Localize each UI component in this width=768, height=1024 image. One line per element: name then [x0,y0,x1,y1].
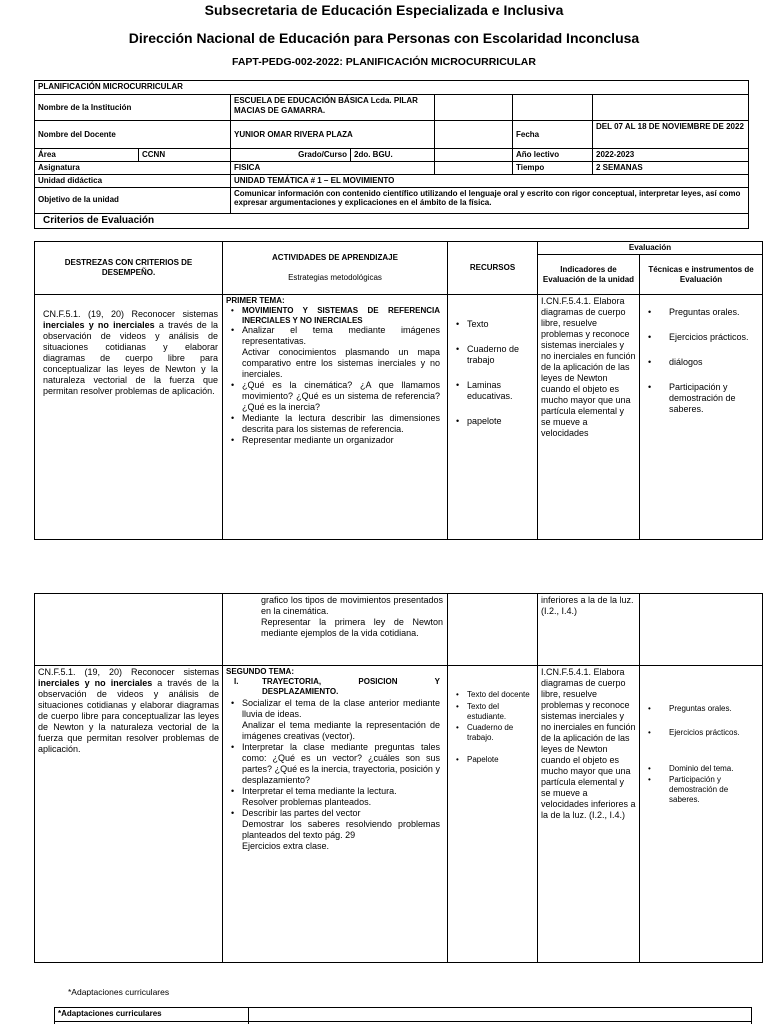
subject-value: FISICA [231,161,435,174]
tema1-activity: • Representar mediante un organizador [226,435,440,446]
technique-item: • Preguntas orales. [643,704,759,714]
footnote: *Adaptaciones curriculares [68,987,170,997]
indicator-cell-2: I.CN.F.5.4.1. Elabora diagramas de cuerpo libre, resuelve problemas y reconoce sistemas inerciales y no inerciales en función de la aplicación de las leyes de Newton cuando el objeto es mucho mayor que una partícula elemental y se mueve a velocidades inferiores a la de la luz. (I.2., I.4.) [538,666,640,963]
technique-item: • Participación y demostración de saberes. [643,775,759,804]
teacher-value: YUNIOR OMAR RIVERA PLAZA [231,121,435,149]
resource-item: • Laminas educativas. [451,380,534,402]
destreza-cell [35,295,223,540]
area-value: CCNN [139,149,231,162]
destreza-bold: inerciales y no inerciales [38,677,153,688]
tema2-a1: Socializar el tema de la clase anterior mediante lluvia de ideas. [242,698,440,720]
destreza-code: CN.F.5.1. (19, 20) Reconocer sistemas [38,667,219,677]
header-title: Subsecretaria de Educación Especializada e Inclusiva [204,2,564,18]
teacher-label: Nombre del Docente [35,121,231,149]
header-actividades-label: ACTIVIDADES DE APRENDIZAJE [272,253,398,263]
grade-value: 2do. BGU. [351,149,435,162]
tema2-heading-row [226,677,444,697]
info-table [34,80,749,229]
destreza-rest: a través de la observación de videos y análisis de situaciones cotidianas y elaborar diagramas de cuerpo libre para conceptualizar las leyes de Newton y la naturaleza vectorial de la fuerza que permitan resolver problemas de aplicación. [43,319,219,396]
resources-cell [448,295,538,540]
resource-item: • Cuaderno de trabajo. [451,723,534,743]
adaptations-table [54,1007,752,1024]
empty-cell [593,95,749,121]
empty-cell [435,121,513,149]
tema2-heading-num: I. [234,676,239,686]
objective-value: Comunicar información con contenido científico utilizando el lenguaje oral y escrito con rigor conceptual, interpretar leyes, así como expresar argumentaciones y explicaciones en el ámbito de la física. [231,187,749,213]
header-destrezas: DESTREZAS CON CRITERIOS DE DESEMPEÑO. [35,242,223,295]
tema2-a4: Describir las partes del vector [242,807,361,818]
resource-item: • Papelote [451,755,534,765]
criteria-label: Criterios de Evaluación [35,213,749,228]
tema1-activity [226,325,440,380]
cont-indicator: inferiores a la de la luz. (I.2., I.4.) [538,594,640,666]
header-code: FAPT-PEDG-002-2022: PLANIFICACIÓN MICROCURRICULAR [232,56,536,68]
resource-item: • Cuaderno de trabajo [451,344,534,366]
plan-table-2 [34,593,763,963]
year-value: 2022-2023 [593,149,749,162]
header-recursos: RECURSOS [448,242,538,295]
empty-cell [448,594,538,666]
tema2-activity [226,786,440,808]
tema2-activity [226,698,440,742]
tema2-a1b: Analizar el tema mediante la representación de imágenes creativas (vector). [242,720,440,742]
tema2-a3: Interpretar el tema mediante la lectura. [242,786,397,796]
plan-table-1 [34,241,763,540]
tema1-activity: • Mediante la lectura describir las dimensiones descrita para los sistemas de referencia. [226,413,440,435]
grade-label: Grado/Curso [231,149,351,162]
inst-value: ESCUELA DE EDUCACIÓN BÁSICA Lcda. PILAR MACIAS DE GAMARRA. [231,95,435,121]
objective-label: Objetivo de la unidad [35,187,231,213]
technique-item: • Preguntas orales. [643,307,759,318]
continuation-cell [223,594,448,666]
technique-item: • Ejercicios prácticos. [643,332,759,343]
techniques-cell-2 [640,666,763,963]
header-evaluacion: Evaluación [538,242,763,255]
unit-value: UNIDAD TEMÁTICA # 1 – EL MOVIMIENTO [231,174,749,187]
date-label: Fecha [513,121,593,149]
subject-label: Asignatura [35,161,231,174]
empty-cell [435,149,513,162]
tema1-activity: • ¿Qué es la cinemática? ¿A que llamamos movimiento? ¿Qué es un sistema de referencia? ¿Qué es la inercia? [226,380,440,413]
tema2-activity: • Interpretar la clase mediante preguntas tales como: ¿Qué es un vector? ¿cuáles son sus partes? ¿Qué es la inercia, trayectoria, posición y desplazamiento? [226,742,440,786]
technique-item: • diálogos [643,357,759,368]
tema2-a3b: Resolver problemas planteados. [242,796,372,807]
time-label: Tiempo [513,161,593,174]
empty-cell [640,594,763,666]
technique-item: • Ejercicios prácticos. [643,728,759,738]
resource-item: • Texto del estudiante. [451,702,534,722]
header-subtitle: Dirección Nacional de Educación para Personas con Escolaridad Inconclusa [128,30,640,46]
resource-item: • papelote [451,416,534,427]
tema1-a1: Analizar el tema mediante imágenes representativas. [242,325,440,347]
header-indicadores: Indicadores de Evaluación de la unidad [538,255,640,295]
empty-cell [35,594,223,666]
destreza-bold: inerciales y no inerciales [43,319,155,330]
cont-a: grafico los tipos de movimientos presentados en la cinemática. [261,595,443,616]
time-value: 2 SEMANAS [593,161,749,174]
inst-label: Nombre de la Institución [35,95,231,121]
tema2-a4c: Ejercicios extra clase. [242,840,330,851]
techniques-cell [640,295,763,540]
info-title: PLANIFICACIÓN MICROCURRICULAR [35,81,749,95]
resource-item: • Texto [451,319,534,330]
header-tecnicas: Técnicas e instrumentos de Evaluación [640,255,763,295]
tema1-a1b: Activar conocimientos plasmando un mapa comparativo entre los sistemas inerciales y no inerciales. [242,347,440,380]
tema1-title: PRIMER TEMA: [226,296,285,305]
area-label: Área [35,149,139,162]
resource-item: • Texto del docente [451,690,534,700]
empty-cell [513,95,593,121]
destreza-code: CN.F.5.1. (19, 20) Reconocer sistemas [43,309,218,319]
empty-cell [249,1008,752,1022]
cont-b: Representar la primera ley de Newton mediante ejemplos de la vida cotidiana. [261,616,443,638]
tema1-heading: • MOVIMIENTO Y SISTEMAS DE REFERENCIA INERCIALES Y NO INERCIALES [226,306,440,326]
adaptations-label: *Adaptaciones curriculares [55,1008,249,1022]
technique-item: • Dominio del tema. [643,764,759,774]
indicator-cell: I.CN.F.5.4.1. Elabora diagramas de cuerpo libre, resuelve problemas y reconoce sistemas inerciales y no inerciales en función de la aplicación de las leyes de Newton cuando el objeto es mucho mayor que una partícula elemental y se mueve a velocidades [538,295,640,540]
date-value: DEL 07 AL 18 DE NOVIEMBRE DE 2022 [593,121,749,149]
tema2-a4b: Demostrar los saberes resolviendo problemas planteados del texto pág. 29 [242,818,440,840]
destreza-rest: a través de la observación de videos y análisis de situaciones cotidianas y elaborar diagramas de cuerpo libre para conceptualizar las leyes de Newton y la naturaleza vectorial de la fuerza que permitan resolver problemas de aplicación. [38,677,219,754]
year-label: Año lectivo [513,149,593,162]
resources-cell-2 [448,666,538,963]
unit-label: Unidad didáctica [35,174,231,187]
tema2-activity [226,808,440,852]
tema2-heading: TRAYECTORIA, POSICION Y DESPLAZAMIENTO. [262,676,440,696]
activities-cell [223,295,448,540]
activities-cell-2 [223,666,448,963]
empty-cell [435,161,513,174]
empty-cell [435,95,513,121]
technique-item: • Participación y demostración de saberes. [643,382,759,415]
tema2-title: SEGUNDO TEMA: [226,667,294,676]
header-estrategias: Estrategias metodológicas [288,273,382,282]
header-actividades [223,242,448,295]
destreza-cell-2 [35,666,223,963]
